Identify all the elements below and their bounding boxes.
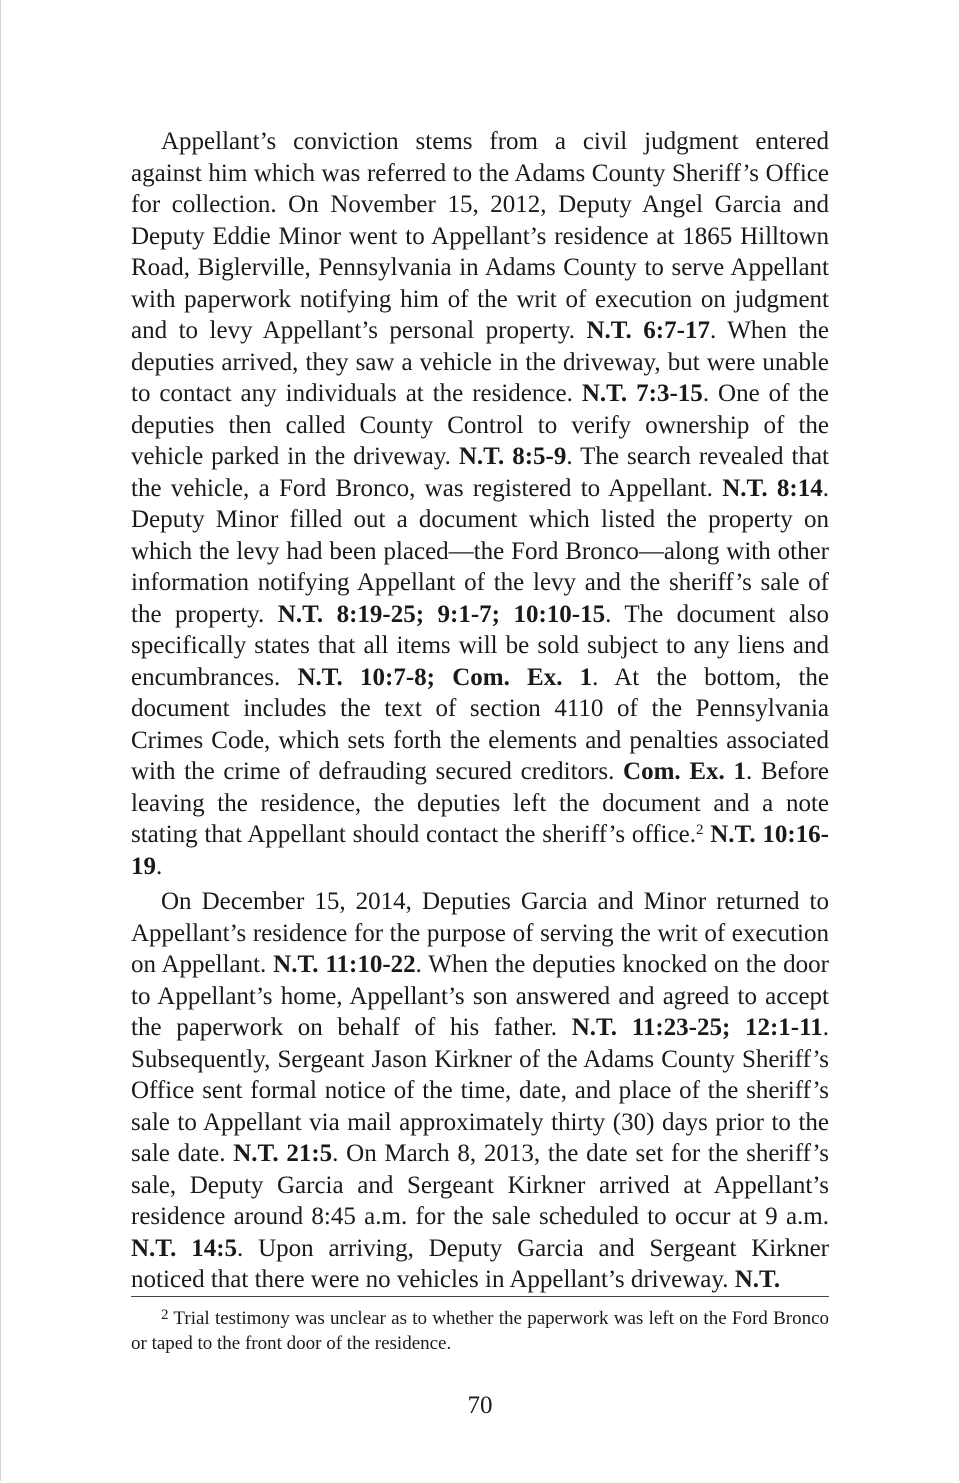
text-run: On December 15, 2014, Deputies Garcia and Minor returned to Appellant’s residence for the purpose of serving the writ of execution on Appellant. — [131, 888, 829, 978]
citation: N.T. 8:14 — [722, 474, 823, 502]
text-run: Appellant’s conviction stems from a civil judgment entered against him which was referred to the Adams County Sheriff’s Office for collection. On November 15, 2012, Deputy Angel Garcia and Deputy Eddie Minor went to Appellant’s residence at 1865 Hilltown Road, Biglerville, Pennsylvania in Adams County to serve Appellant with paperwork notifying him of the writ of execution on judgment and to levy Appellant’s personal property. — [131, 128, 829, 344]
text-run: . Deputy Minor filled out a document which listed the property on which the levy had been placed—the Ford Bronco—along with other information notifying Appellant of the levy and the sheriff’s sale of the property. — [131, 474, 830, 628]
text-run: . When the deputies knocked on the door to Appellant’s home, Appellant’s son answered and agreed to accept the paperwork on behalf of his father. — [131, 951, 829, 1041]
text-run: . — [156, 852, 163, 880]
text-run: . One of the deputies then called County Control to verify ownership of the vehicle parked in the driveway. — [131, 380, 829, 470]
footnote-reference: 2 — [695, 822, 704, 838]
body-text — [131, 126, 829, 1296]
text-run: . Upon arriving, Deputy Garcia and Sergeant Kirkner noticed that there were no vehicles in Appellant’s driveway. — [131, 1234, 829, 1293]
citation: N.T. 14:5 — [131, 1234, 238, 1262]
footnote-marker: 2 — [161, 1307, 169, 1323]
text-run: . Subsequently, Sergeant Jason Kirkner of the Adams County Sheriff’s Office sent formal notice of the time, date, and place of the sheriff’s sale to Appellant via mail approximately thirty (30) days prior to the sale date. — [131, 1014, 829, 1167]
citation: N.T. 11:23-25; 12:1-11 — [571, 1014, 823, 1041]
text-run: . Before leaving the residence, the deputies left the document and a note stating that Appellant should contact the sheriff’s office. — [131, 758, 829, 848]
text-run: . The search revealed that the vehicle, a Ford Bronco, was registered to Appellant. — [131, 443, 829, 502]
citation: N.T. 8:5-9 — [458, 443, 567, 470]
text-run: . The document also specifically states that all items will be sold subject to any liens and encumbrances. — [131, 600, 829, 691]
citation: N.T. 8:19-25; 9:1-7; 10:10-15 — [277, 600, 606, 628]
text-run: . At the bottom, the document includes the text of section 4110 of the Pennsylvania Crimes Code, which sets forth the elements and penalties associated with the crime of defrauding secured creditors. — [131, 663, 830, 785]
text-run: . On March 8, 2013, the date set for the sheriff’s sale, Deputy Garcia and Sergeant Kirkner arrived at Appellant’s residence around 8:45 a.m. for the sale scheduled to occur at 9 a.m. — [131, 1140, 829, 1230]
text-run: . When the deputies arrived, they saw a vehicle in the driveway, but were unable to contact any individuals at the residence. — [131, 317, 829, 407]
citation: N.T. 6:7-17 — [586, 317, 710, 344]
footnote-2 — [131, 1306, 829, 1356]
paragraph-2 — [131, 886, 829, 1296]
citation: Com. Ex. 1 — [623, 758, 747, 785]
footnote-text: Trial testimony was unclear as to whether the paperwork was left on the Ford Bronco or taped to the front door of the residence. — [131, 1308, 829, 1354]
page-number: 70 — [467, 1392, 493, 1419]
footnote-divider — [131, 1296, 829, 1297]
footnote-paragraph — [131, 1306, 829, 1356]
citation: N.T. 21:5 — [233, 1140, 333, 1167]
citation: N.T. 10:7-8; Com. Ex. 1 — [297, 663, 593, 691]
citation: N.T. 10:16-19 — [131, 821, 829, 880]
citation: N.T. 11:10-22 — [273, 951, 416, 978]
citation: N.T. — [734, 1266, 781, 1293]
paragraph-1 — [131, 126, 829, 882]
citation: N.T. 7:3-15 — [581, 380, 703, 407]
